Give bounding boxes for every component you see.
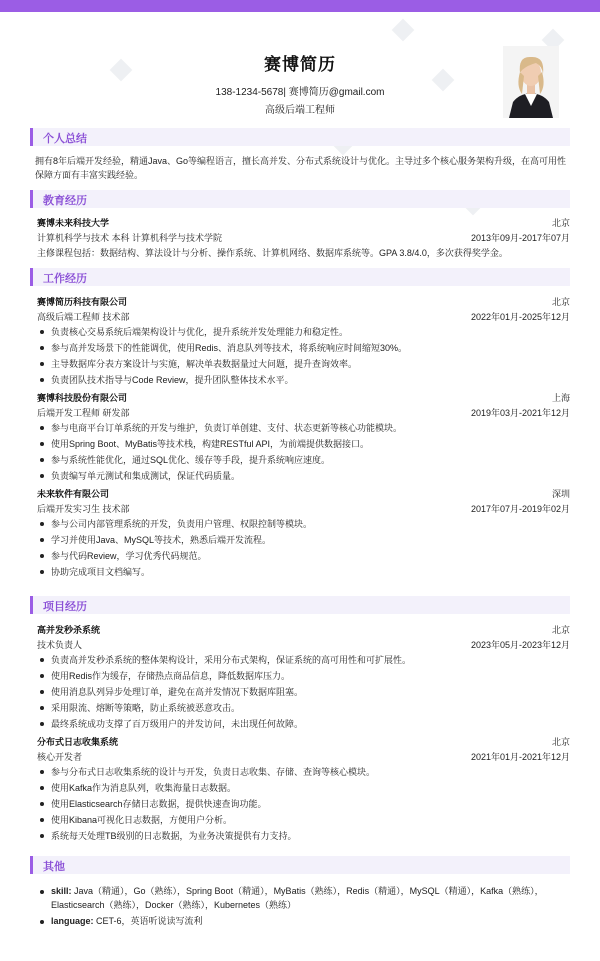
school-location: 北京 <box>551 218 570 228</box>
list-item: 主导数据库分表方案设计与实施，解决单表数据量过大问题，提升查询效率。 <box>38 356 570 372</box>
job-role-row <box>37 501 570 516</box>
job-entry <box>30 390 570 484</box>
job-dates: 2022年01月-2025年12月 <box>470 312 570 322</box>
company-name: 未来软件有限公司 <box>37 489 110 499</box>
job-role: 后端开发工程师 研发部 <box>37 408 130 418</box>
job-company-row <box>37 486 570 501</box>
section-header <box>30 190 570 208</box>
project-name-row <box>37 734 570 749</box>
job-entry <box>30 486 570 580</box>
list-item: 负责核心交易系统后端架构设计与优化，提升系统并发处理能力和稳定性。 <box>38 324 570 340</box>
job-company-row <box>37 294 570 309</box>
list-item: 参与代码Review，学习优秀代码规范。 <box>38 548 570 564</box>
job-role-row <box>37 405 570 420</box>
profile-photo <box>503 46 559 118</box>
list-item: 使用消息队列异步处理订单，避免在高并发情况下数据库阻塞。 <box>38 684 570 700</box>
job-bullets <box>30 420 570 484</box>
job-location: 上海 <box>551 393 570 403</box>
job-dates: 2019年03月-2021年12月 <box>470 408 570 418</box>
job-entry <box>30 294 570 388</box>
job-role: 高级后端工程师 技术部 <box>37 312 130 322</box>
education-row <box>37 245 570 260</box>
project-dates: 2021年01月-2021年12月 <box>470 752 570 762</box>
education-dates: 2013年09月-2017年07月 <box>470 233 570 243</box>
job-company-row <box>37 390 570 405</box>
project-name: 高并发秒杀系统 <box>37 625 101 635</box>
section-header <box>30 856 570 874</box>
list-item: 系统每天处理TB级别的日志数据，为业务决策提供有力支持。 <box>38 828 570 844</box>
job-dates: 2017年07月-2019年02月 <box>470 504 570 514</box>
language-item <box>38 914 570 928</box>
decorative-diamond <box>392 19 415 42</box>
list-item: 负责高并发秒杀系统的整体架构设计，采用分布式架构，保证系统的高可用性和可扩展性。 <box>38 652 570 668</box>
list-item: 参与分布式日志收集系统的设计与开发，负责日志收集、存储、查询等核心模块。 <box>38 764 570 780</box>
skill-item <box>38 884 570 912</box>
project-entry <box>30 622 570 732</box>
project-role-row <box>37 637 570 652</box>
degree: 计算机科学与技术 本科 计算机科学与技术学院 <box>37 233 223 243</box>
list-item: 参与公司内部管理系统的开发，负责用户管理、权限控制等模块。 <box>38 516 570 532</box>
section-header <box>30 596 570 614</box>
list-item: 使用Kafka作为消息队列，收集海量日志数据。 <box>38 780 570 796</box>
job-role: 后端开发实习生 技术部 <box>37 504 130 514</box>
section-work <box>30 268 570 580</box>
project-role: 核心开发者 <box>37 752 83 762</box>
language-label: language: <box>51 916 94 926</box>
contact-info: 138-1234-5678| 赛博简历@gmail.com <box>215 87 385 98</box>
list-item: 学习并使用Java、MySQL等技术，熟悉后端开发流程。 <box>38 532 570 548</box>
section-title: 个人总结 <box>43 133 87 145</box>
section-header <box>30 268 570 286</box>
project-bullets <box>30 652 570 732</box>
list-item: 参与高并发场景下的性能调优，使用Redis、消息队列等技术，将系统响应时间缩短30%。 <box>38 340 570 356</box>
section-title: 项目经历 <box>43 601 87 613</box>
section-summary <box>30 128 570 182</box>
job-role-row <box>37 309 570 324</box>
job-location: 深圳 <box>551 489 570 499</box>
project-location: 北京 <box>551 737 570 747</box>
section-education <box>30 190 570 260</box>
section-title: 工作经历 <box>43 273 87 285</box>
top-accent-bar <box>0 0 600 12</box>
job-location: 北京 <box>551 297 570 307</box>
list-item: 负责团队技术指导与Code Review，提升团队整体技术水平。 <box>38 372 570 388</box>
courses: 主修课程包括：数据结构、算法设计与分析、操作系统、计算机网络、数据库系统等。GPA 3.8/4.0，多次获得奖学金。 <box>37 248 508 258</box>
section-title: 教育经历 <box>43 195 87 207</box>
job-bullets <box>30 516 570 580</box>
section-other <box>30 856 570 928</box>
project-dates: 2023年05月-2023年12月 <box>470 640 570 650</box>
list-item: 采用限流、熔断等策略，防止系统被恶意攻击。 <box>38 700 570 716</box>
project-entry <box>30 734 570 844</box>
job-bullets <box>30 324 570 388</box>
list-item: 协助完成项目文档编写。 <box>38 564 570 580</box>
resume-name: 赛博简历 <box>264 55 336 74</box>
list-item: 使用Spring Boot、MyBatis等技术栈，构建RESTful API，为前端提供数据接口。 <box>38 436 570 452</box>
other-list <box>30 884 570 928</box>
skill-text: Java（精通），Go（熟练），Spring Boot（精通），MyBatis（熟练），Redis（精通），MySQL（精通），Kafka（熟练），Elasticsearch（熟练），Docker（熟练），Kubernetes（熟练） <box>51 886 544 910</box>
language-text: CET-6，英语听说读写流利 <box>93 916 203 926</box>
section-title: 其他 <box>43 861 65 873</box>
list-item: 参与电商平台订单系统的开发与维护，负责订单创建、支付、状态更新等核心功能模块。 <box>38 420 570 436</box>
project-name-row <box>37 622 570 637</box>
project-bullets <box>30 764 570 844</box>
list-item: 最终系统成功支撑了百万级用户的并发访问，未出现任何故障。 <box>38 716 570 732</box>
list-item: 使用Elasticsearch存储日志数据，提供快速查询功能。 <box>38 796 570 812</box>
project-role: 技术负责人 <box>37 640 83 650</box>
company-name: 赛博简历科技有限公司 <box>37 297 128 307</box>
project-location: 北京 <box>551 625 570 635</box>
job-title: 高级后端工程师 <box>265 105 335 116</box>
section-projects <box>30 596 570 844</box>
list-item: 参与系统性能优化，通过SQL优化、缓存等手段，提升系统响应速度。 <box>38 452 570 468</box>
company-name: 赛博科技股份有限公司 <box>37 393 128 403</box>
list-item: 使用Redis作为缓存，存储热点商品信息，降低数据库压力。 <box>38 668 570 684</box>
section-header <box>30 128 570 146</box>
school-name: 赛博未来科技大学 <box>37 218 110 228</box>
project-name: 分布式日志收集系统 <box>37 737 119 747</box>
skill-label: skill: <box>51 886 72 896</box>
list-item: 使用Kibana可视化日志数据，方便用户分析。 <box>38 812 570 828</box>
list-item: 负责编写单元测试和集成测试，保证代码质量。 <box>38 468 570 484</box>
project-role-row <box>37 749 570 764</box>
education-row <box>37 230 570 245</box>
education-row <box>37 215 570 230</box>
summary-text: 拥有8年后端开发经验，精通Java、Go等编程语言，擅长高并发、分布式系统设计与优化。主导过多个核心服务架构升级，在高可用性保障方面有丰富实践经验。 <box>35 156 567 180</box>
